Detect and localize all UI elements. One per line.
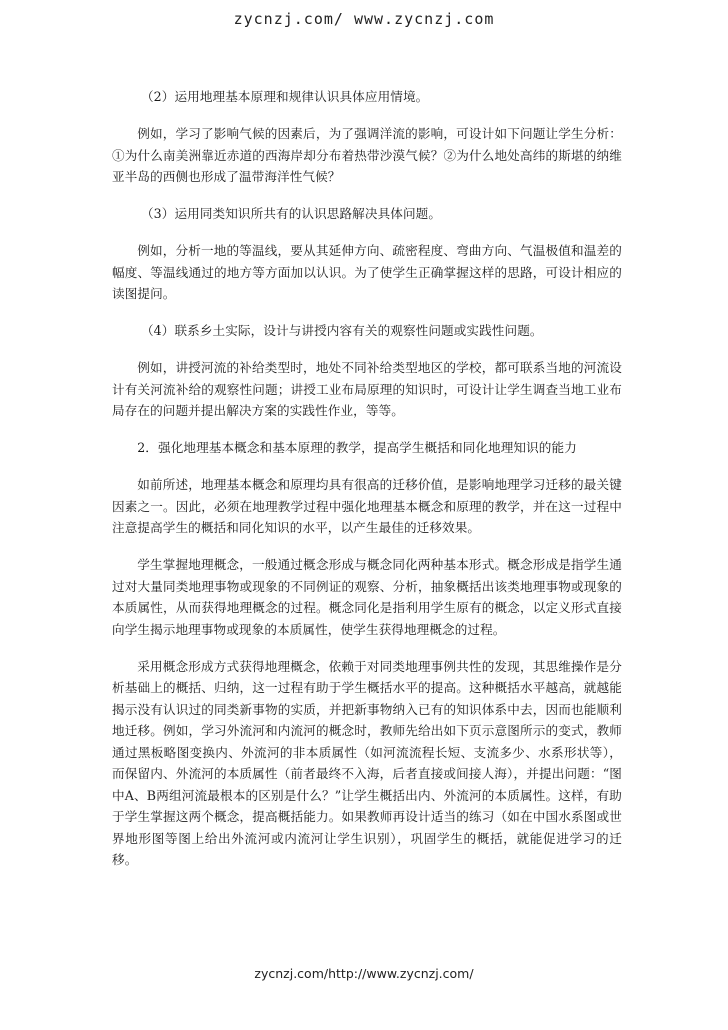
paragraph-concept-forms: 学生掌握地理概念，一般通过概念形成与概念同化两种基本形式。概念形成是指学生通过对大量同类地理事物或现象的不同例证的观察、分析，抽象概括出该类地理事物或现象的本质属性，从而获得地理概念的过程。概念同化是指利用学生原有的概念，以定义形式直接向学生揭示地理事物或现象的本质属性，使学生获得地理概念的过程。 <box>112 557 622 637</box>
subheading-4: （4）联系乡土实际，设计与讲授内容有关的观察性问题或实践性问题。 <box>140 323 543 338</box>
paragraph-concepts-intro: 如前所述，地理基本概念和原理均具有很高的迁移价值，是影响地理学习迁移的最关键因素之一。因此，必须在地理教学过程中强化地理基本概念和原理的教学，并在这一过程中注意提高学生的概括和同化知识的水平，以产生最佳的迁移效果。 <box>112 477 622 535</box>
document-body <box>112 86 622 871</box>
paragraph-example-1: 例如，学习了影响气候的因素后，为了强调洋流的影响，可设计如下问题让学生分析：①为什么南美洲靠近赤道的西海岸却分布着热带沙漠气候？②为什么地处高纬的斯堪的纳维亚半岛的西侧也形成了温带海洋性气候？ <box>112 126 622 184</box>
subheading-3: （3）运用同类知识所共有的认识思路解决具体问题。 <box>140 206 442 221</box>
subheading-2: （2）运用地理基本原理和规律认识具体应用情境。 <box>140 89 429 104</box>
page-header: zycnzj.com/ www.zycnzj.com <box>233 10 495 28</box>
paragraph-concept-formation: 采用概念形成方式获得地理概念，依赖于对同类地理事例共性的发现，其思维操作是分析基础上的概括、归纳，这一过程有助于学生概括水平的提高。这种概括水平越高，就越能揭示没有认识过的同类新事物的实质，并把新事物纳入已有的知识体系中去，因而也能顺利地迁移。例如，学习外流河和内流河的概念时，教师先给出如下页示意图所示的变式，教师通过黑板略图变换内、外流河的非本质属性（如河流流程长短、支流多少、水系形状等），而保留内、外流河的本质属性（前者最终不入海，后者直接或间接人海），并提出问题：“图中A、B两组河流最根本的区别是什么？”让学生概括出内、外流河的本质属性。这样，有助于学生掌握这两个概念，提高概括能力。如果教师再设计适当的练习（如在中国水系图或世界地形图等图上给出外流河或内流河让学生识别），巩固学生的概括，就能促进学习的迁移。 <box>112 658 622 867</box>
paragraph-example-2: 例如，分析一地的等温线，要从其延伸方向、疏密程度、弯曲方向、气温极值和温差的幅度、等温线通过的地方等方面加以认识。为了使学生正确掌握这样的思路，可设计相应的读图提问。 <box>112 243 622 301</box>
section-heading-2: 2．强化地理基本概念和基本原理的教学，提高学生概括和同化地理知识的能力 <box>137 440 577 455</box>
page-footer: zycnzj.com/http://www.zycnzj.com/ <box>254 966 474 981</box>
paragraph-example-3: 例如，讲授河流的补给类型时，地处不同补给类型地区的学校，都可联系当地的河流设计有关河流补给的观察性问题；讲授工业布局原理的知识时，可设计让学生调查当地工业布局存在的问题并提出解决方案的实践性作业，等等。 <box>112 360 622 418</box>
